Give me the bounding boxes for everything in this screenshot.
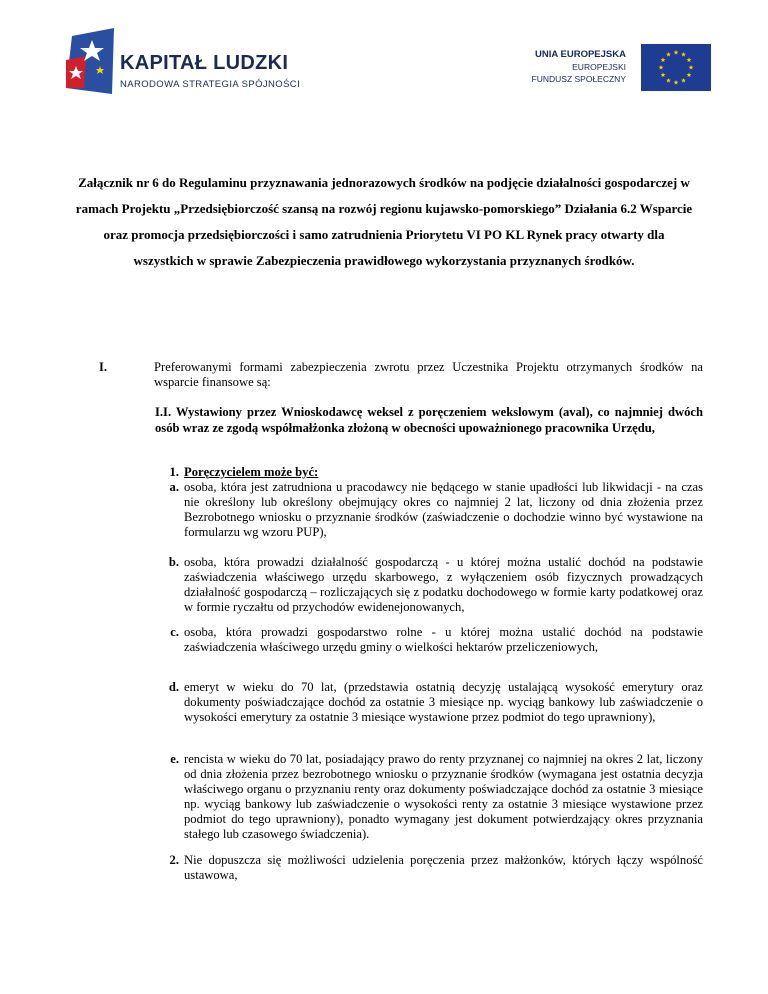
eu-label-line1: UNIA EUROPEJSKA <box>535 49 626 60</box>
section-intro: Preferowanymi formami zabezpieczenia zwrotu przez Uczestnika Projektu otrzymanych środków na wsparcie finansowe są: <box>154 360 703 389</box>
list-item-a <box>155 480 703 540</box>
kapital-ludzki-emblem-icon <box>64 26 116 98</box>
list-item-text: emeryt w wieku do 70 lat, (przedstawia ostatnią decyzję ustalającą wysokość emerytury oraz dokumenty poświadczające dochód za ostatnie 3 miesiące np. wyciąg bankowy lub zaświadczenie o wysokości emerytury za ostatnie 3 miesiące wystawione przez podmiot do tego uprawniony), <box>184 680 703 724</box>
list-item-label: e. <box>170 752 179 766</box>
list-item-text: rencista w wieku do 70 lat, posiadający prawo do renty przyznanej co najmniej na okres 2 lat, liczony od dnia złożenia przez bezrobotnego wniosku o przyznanie środków (wymagana jest ostatnia decyzja właściwego organu o przyznaniu renty oraz dokumenty poświadczające dochód za ostatnie 3 miesiące np. wyciąg bankowy lub zaświadczenie o wysokości renty za ostatnie 3 miesiące wystawione przez podmiot do tego uprawniony), ponadto wymagany jest dokument potwierdzający okres przyznania stałego lub czasowego świadczenia). <box>184 752 703 841</box>
list-item-text: osoba, która jest zatrudniona u pracodawcy nie będącego w stanie upadłości lub likwidacji - na czas nie określony lub określony obejmujący okres co najmniej 2 lat, liczony od dnia złożenia przez Bezrobotnego wniosku o przyznanie środków (zaświadczenie o dochodzie winno być wystawione na formularzu wg wzoru PUP), <box>184 480 703 539</box>
point-2-text: Nie dopuszcza się możliwości udzielenia poręczenia przez małżonków, których łączy wspólność ustawowa, <box>184 853 703 882</box>
section-number: I. <box>99 360 108 374</box>
list-item-d <box>155 680 703 725</box>
list-item-label: c. <box>170 625 179 639</box>
kapital-ludzki-title: KAPITAŁ LUDZKI <box>120 52 289 74</box>
point-2 <box>155 853 703 883</box>
kapital-ludzki-logo <box>64 26 314 106</box>
point-1-heading: Poręczycielem może być: <box>184 465 319 479</box>
eu-label-line2: EUROPEJSKI <box>572 62 626 72</box>
list-item-label: d. <box>168 680 179 694</box>
point-1 <box>155 465 703 480</box>
document-title: Załącznik nr 6 do Regulaminu przyznawania jednorazowych środków na podjęcie działalności gospodarczej w ramach Projektu „Przedsiębiorczość szansą na rozwój regionu kujawsko-pomorskiego” Działania 6.2 Wsparcie oraz promocja przedsiębiorczości i samo zatrudnienia Priorytetu VI PO KL Rynek pracy otwarty dla wszystkich w sprawie Zabezpieczenia prawidłowego wykorzystania przyznanych środków. <box>75 175 693 268</box>
subsection-heading: I.I. Wystawiony przez Wnioskodawcę weksel z poręczeniem wekslowym (aval), co najmniej dwóch osób wraz ze zgodą współmałżonka złożoną w obecności upoważnionego pracownika Urzędu, <box>155 405 703 435</box>
point-1-label: 1. <box>169 465 179 479</box>
list-item-text: osoba, która prowadzi gospodarstwo rolne - u której można ustalić dochód na podstawie zaświadczenia właściwego urzędu gminy o wielkości hektarów przeliczeniowych, <box>184 625 703 654</box>
eu-fund-label <box>532 48 626 85</box>
list-item-label: a. <box>169 480 179 494</box>
eu-label-line3: FUNDUSZ SPOŁECZNY <box>531 74 626 84</box>
kapital-ludzki-subtitle: NARODOWA STRATEGIA SPÓJNOŚCI <box>120 79 301 90</box>
point-2-label: 2. <box>169 853 179 867</box>
list-item-c <box>155 625 703 655</box>
eu-flag-icon <box>641 44 711 91</box>
list-item-e <box>155 752 703 842</box>
list-item-label: b. <box>168 555 179 569</box>
list-item-b <box>155 555 703 615</box>
list-item-text: osoba, która prowadzi działalność gospodarczą - u której można ustalić dochód na podstawie zaświadczenia właściwego urzędu skarbowego, z wyłączeniem osób fizycznych prowadzących działalność gospodarczą – rozliczających się z podatku dochodowego w formie karty podatkowej oraz w formie ryczałtu od przychodów ewidenejonowanych, <box>184 555 703 614</box>
